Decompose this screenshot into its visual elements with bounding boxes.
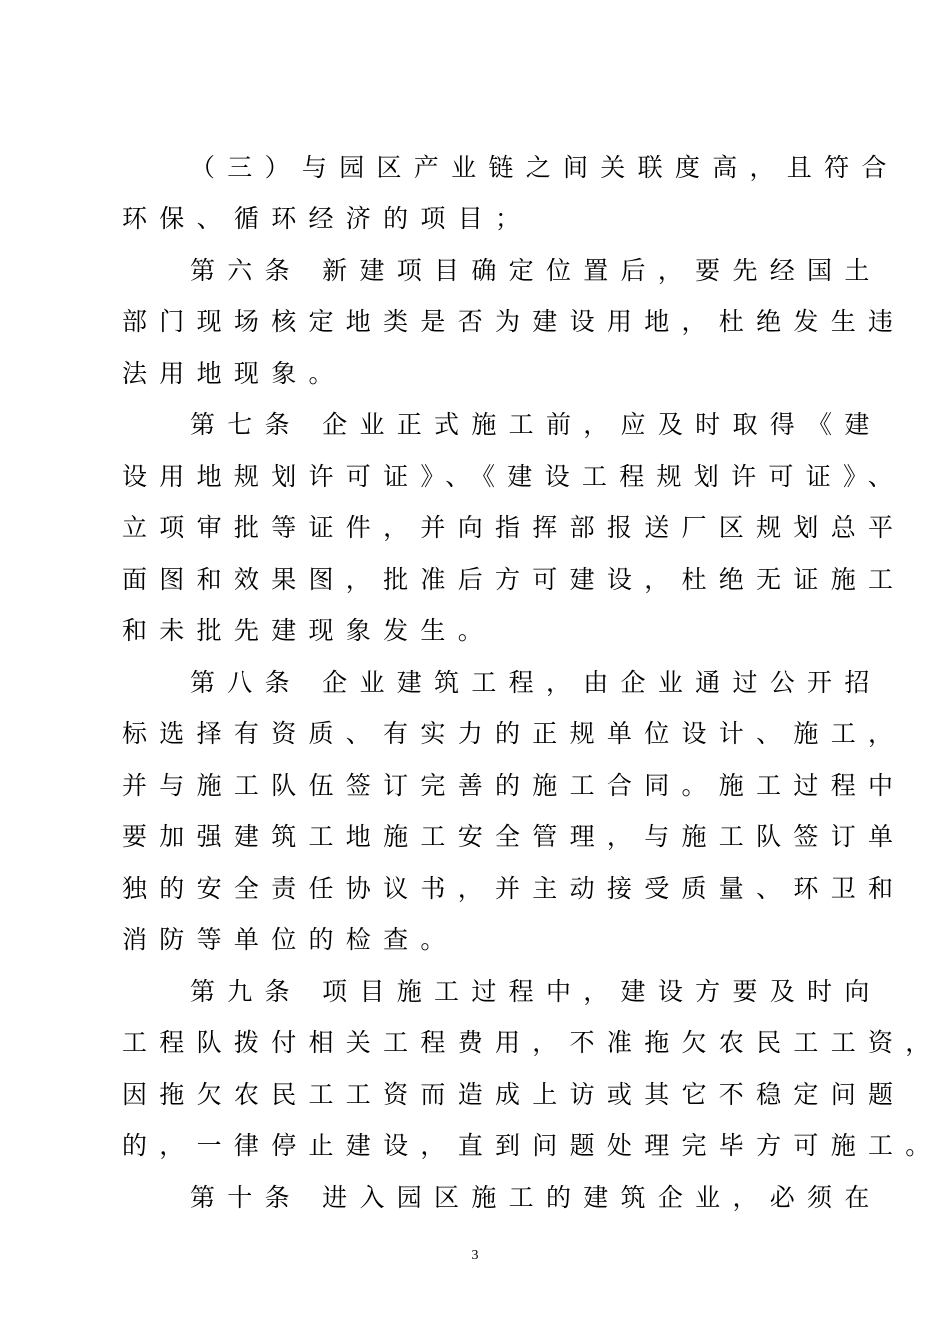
text-line: 第八条 企业建筑工程，由企业通过公开招 [190,668,882,697]
text-line: 第六条 新建项目确定位置后，要先经国土 [190,256,882,285]
text-line: 立项审批等证件，并向指挥部报送厂区规划总平 [122,513,906,542]
text-line: 消防等单位的检查。 [122,925,458,954]
text-line: 设用地规划许可证》、《建设工程规划许可证》、 [122,462,906,491]
text-line: 第九条 项目施工过程中，建设方要及时向 [190,977,882,1006]
text-line: 第十条 进入园区施工的建筑企业，必须在 [190,1183,882,1212]
text-line: 并与施工队伍签订完善的施工合同。施工过程中 [122,771,906,800]
text-line: 因拖欠农民工工资而造成上访或其它不稳定问题 [122,1080,906,1109]
text-line: （三）与园区产业链之间关联度高，且符合 [190,153,899,182]
text-line: 部门现场核定地类是否为建设用地，杜绝发生违 [122,307,906,336]
text-line: 和未批先建现象发生。 [122,616,496,645]
text-line: 面图和效果图，批准后方可建设，杜绝无证施工 [122,565,906,594]
text-line: 第七条 企业正式施工前，应及时取得《建 [190,410,882,439]
text-line: 要加强建筑工地施工安全管理，与施工队签订单 [122,822,906,851]
page-number: 3 [471,1248,479,1263]
text-line: 法用地现象。 [122,359,346,388]
text-line: 独的安全责任协议书，并主动接受质量、环卫和 [122,874,906,903]
text-line: 标选择有资质、有实力的正规单位设计、施工， [122,719,906,748]
text-line: 工程队拨付相关工程费用，不准拖欠农民工工资， [122,1028,943,1057]
text-line: 环保、循环经济的项目； [122,204,533,233]
text-line: 的，一律停止建设，直到问题处理完毕方可施工。 [122,1131,943,1160]
